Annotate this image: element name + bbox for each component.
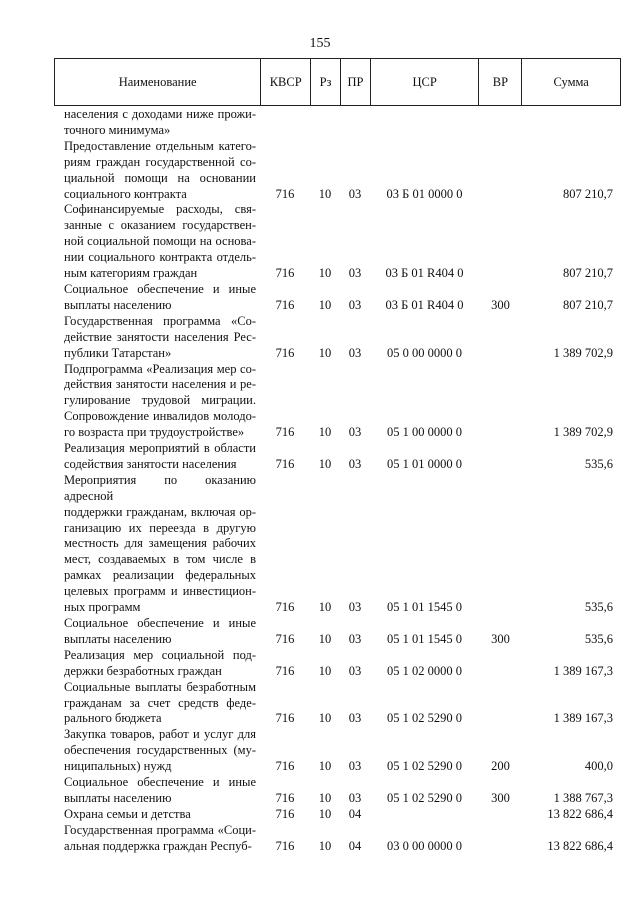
row-name-line: ниципальных) нужд — [64, 759, 172, 774]
row-rz: 10 — [318, 186, 332, 201]
column-header-pr: ПР — [340, 59, 370, 105]
table-row — [54, 314, 621, 362]
row-name-line: нии социального контракта отдель- — [64, 250, 256, 265]
row-kvsr: 716 — [275, 345, 295, 360]
row-kvsr: 716 — [275, 425, 295, 440]
row-name-line: ной социальной помощи на основа- — [64, 234, 256, 249]
row-kvsr: 716 — [275, 266, 295, 281]
row-name — [54, 616, 260, 648]
row-name-line: точного минимума» — [64, 122, 171, 137]
table-row — [54, 202, 621, 282]
row-name-line: Мероприятия по оказанию адресной — [64, 472, 256, 503]
row-vr: 300 — [491, 790, 510, 805]
row-name-line: обеспечения государственных (му- — [64, 743, 256, 758]
row-pr: 03 — [348, 711, 362, 726]
row-name-line: публики Татарстан» — [64, 345, 172, 360]
row-sum: 535,6 — [584, 600, 613, 615]
row-name-line: гражданам за счет средств феде- — [64, 695, 256, 710]
row-name-line: ных программ — [64, 600, 141, 615]
row-rz: 10 — [318, 838, 332, 853]
table-row — [54, 775, 621, 807]
column-header-sum: Сумма — [521, 59, 620, 105]
row-rz: 10 — [318, 600, 332, 615]
row-name-line: местность для замещения рабочих — [64, 536, 256, 551]
row-rz: 10 — [318, 345, 332, 360]
row-name — [54, 680, 260, 728]
row-kvsr: 716 — [275, 838, 295, 853]
row-name-line: поддержки гражданам, включая ор- — [64, 504, 256, 519]
row-name-line: риям граждан государственной со- — [64, 154, 256, 169]
row-kvsr: 716 — [275, 663, 295, 678]
row-name-line: Социальное обеспечение и иные — [64, 775, 256, 790]
row-vr: 200 — [491, 759, 510, 774]
column-header-vr: ВР — [478, 59, 521, 105]
row-csr: 05 1 01 1545 0 — [387, 631, 462, 646]
table-row — [54, 807, 621, 823]
row-name-line: Закупка товаров, работ и услуг для — [64, 727, 256, 742]
table-row — [54, 823, 621, 855]
row-name-line: держки безработных граждан — [64, 663, 222, 678]
table-row — [54, 727, 621, 775]
row-sum: 807 210,7 — [563, 266, 613, 281]
row-csr: 03 Б 01 R404 0 — [385, 266, 464, 281]
row-name-line: содействия занятости населения — [64, 456, 237, 471]
row-pr: 03 — [348, 631, 362, 646]
row-sum: 1 389 167,3 — [553, 663, 613, 678]
row-rz: 10 — [318, 456, 332, 471]
row-pr: 03 — [348, 345, 362, 360]
row-pr: 04 — [348, 806, 362, 821]
row-sum: 807 210,7 — [563, 186, 613, 201]
row-name-line: выплаты населению — [64, 297, 172, 312]
row-sum: 535,6 — [584, 631, 613, 646]
table-row — [54, 282, 621, 314]
row-name-line: Реализация мер социальной под- — [64, 647, 256, 662]
row-name-line: целевых программ и инвестицион- — [64, 584, 256, 599]
table-row — [54, 107, 621, 139]
row-name-line: Государственная программа «Соци- — [64, 822, 256, 837]
row-sum: 13 822 686,4 — [547, 838, 613, 853]
row-name-line: Предоставление отдельным катего- — [64, 138, 256, 153]
column-header-rz: Рз — [310, 59, 340, 105]
row-pr: 03 — [348, 266, 362, 281]
row-csr: 03 Б 01 R404 0 — [385, 297, 464, 312]
row-name-line: Подпрограмма «Реализация мер со- — [64, 361, 256, 376]
row-name — [54, 807, 260, 823]
row-name-line: ным категориям граждан — [64, 266, 198, 281]
row-rz: 10 — [318, 711, 332, 726]
row-name — [54, 473, 260, 616]
table-header — [54, 58, 621, 106]
row-pr: 03 — [348, 425, 362, 440]
row-name-line: социального контракта — [64, 186, 187, 201]
row-name-line: действие занятости населения Рес- — [64, 329, 256, 344]
row-kvsr: 716 — [275, 456, 295, 471]
row-name-line: населения с доходами ниже прожи- — [64, 107, 256, 121]
row-pr: 03 — [348, 790, 362, 805]
row-name-line: рамках реализации федеральных — [64, 568, 256, 583]
row-pr: 03 — [348, 600, 362, 615]
row-name-line: го возраста при трудоустройстве» — [64, 425, 245, 440]
row-rz: 10 — [318, 663, 332, 678]
row-csr: 05 1 02 5290 0 — [387, 711, 462, 726]
row-sum: 1 389 702,9 — [553, 345, 613, 360]
row-csr: 03 0 00 0000 0 — [387, 838, 462, 853]
row-rz: 10 — [318, 790, 332, 805]
row-name — [54, 282, 260, 314]
row-vr: 300 — [491, 297, 510, 312]
row-name-line: мест, создаваемых в том числе в — [64, 552, 256, 567]
row-kvsr: 716 — [275, 759, 295, 774]
row-kvsr: 716 — [275, 711, 295, 726]
row-name — [54, 727, 260, 775]
row-kvsr: 716 — [275, 806, 295, 821]
row-csr: 05 1 02 5290 0 — [387, 790, 462, 805]
table-row — [54, 680, 621, 728]
table-row — [54, 648, 621, 680]
row-sum: 13 822 686,4 — [547, 806, 613, 821]
row-csr: 05 0 00 0000 0 — [387, 345, 462, 360]
row-rz: 10 — [318, 266, 332, 281]
row-name — [54, 139, 260, 203]
column-header-csr: ЦСР — [370, 59, 479, 105]
row-rz: 10 — [318, 425, 332, 440]
row-name — [54, 775, 260, 807]
row-name-line: циальной помощи на основании — [64, 170, 256, 185]
row-name — [54, 823, 260, 855]
row-sum: 1 388 767,3 — [553, 790, 613, 805]
row-sum: 535,6 — [584, 456, 613, 471]
row-vr: 300 — [491, 631, 510, 646]
row-kvsr: 716 — [275, 631, 295, 646]
row-csr: 05 1 01 1545 0 — [387, 600, 462, 615]
row-kvsr: 716 — [275, 790, 295, 805]
row-name-line: ганизацию их переезда в другую — [64, 520, 256, 535]
row-name-line: Социальное обеспечение и иные — [64, 281, 256, 296]
row-name — [54, 441, 260, 473]
row-pr: 03 — [348, 186, 362, 201]
row-csr: 03 Б 01 0000 0 — [386, 186, 463, 201]
table-row — [54, 139, 621, 203]
row-csr: 05 1 01 0000 0 — [387, 456, 462, 471]
row-csr: 05 1 00 0000 0 — [387, 425, 462, 440]
row-kvsr: 716 — [275, 600, 295, 615]
row-name — [54, 107, 260, 139]
table-body — [54, 107, 621, 855]
row-name-line: Софинансируемые расходы, свя- — [64, 202, 256, 217]
row-pr: 03 — [348, 663, 362, 678]
row-csr: 05 1 02 0000 0 — [387, 663, 462, 678]
row-pr: 04 — [348, 838, 362, 853]
row-name-line: действия занятости населения и ре- — [64, 377, 256, 392]
row-name — [54, 648, 260, 680]
row-rz: 10 — [318, 759, 332, 774]
row-name-line: гулирование трудовой миграции. — [64, 393, 256, 408]
row-kvsr: 716 — [275, 186, 295, 201]
table-row — [54, 616, 621, 648]
table-row — [54, 441, 621, 473]
row-name-line: Сопровождение инвалидов молодо- — [64, 409, 256, 424]
row-sum: 1 389 167,3 — [553, 711, 613, 726]
row-name — [54, 362, 260, 442]
row-sum: 400,0 — [584, 759, 613, 774]
page-number: 155 — [309, 36, 331, 51]
row-csr: 05 1 02 5290 0 — [387, 759, 462, 774]
row-name-line: Социальное обеспечение и иные — [64, 616, 256, 630]
row-rz: 10 — [318, 806, 332, 821]
row-rz: 10 — [318, 631, 332, 646]
row-name-line: Реализация мероприятий в области — [64, 441, 256, 456]
row-sum: 1 389 702,9 — [553, 425, 613, 440]
table-row — [54, 362, 621, 442]
row-name-line: Социальные выплаты безработным — [64, 679, 256, 694]
row-name-line: занные с оказанием государствен- — [64, 218, 256, 233]
row-name — [54, 314, 260, 362]
column-header-kvsr: КВСР — [260, 59, 310, 105]
row-name-line: рального бюджета — [64, 711, 162, 726]
row-name-line: выплаты населению — [64, 790, 172, 805]
row-name-line: Государственная программа «Со- — [64, 313, 256, 328]
row-name-line: альная поддержка граждан Респуб- — [64, 838, 252, 853]
table-row — [54, 473, 621, 616]
row-rz: 10 — [318, 297, 332, 312]
row-name — [54, 202, 260, 282]
column-header-name: Наименование — [118, 74, 197, 89]
row-kvsr: 716 — [275, 297, 295, 312]
row-pr: 03 — [348, 759, 362, 774]
row-sum: 807 210,7 — [563, 297, 613, 312]
row-pr: 03 — [348, 456, 362, 471]
row-pr: 03 — [348, 297, 362, 312]
row-name-line: Охрана семьи и детства — [64, 806, 191, 821]
row-name-line: выплаты населению — [64, 631, 172, 646]
